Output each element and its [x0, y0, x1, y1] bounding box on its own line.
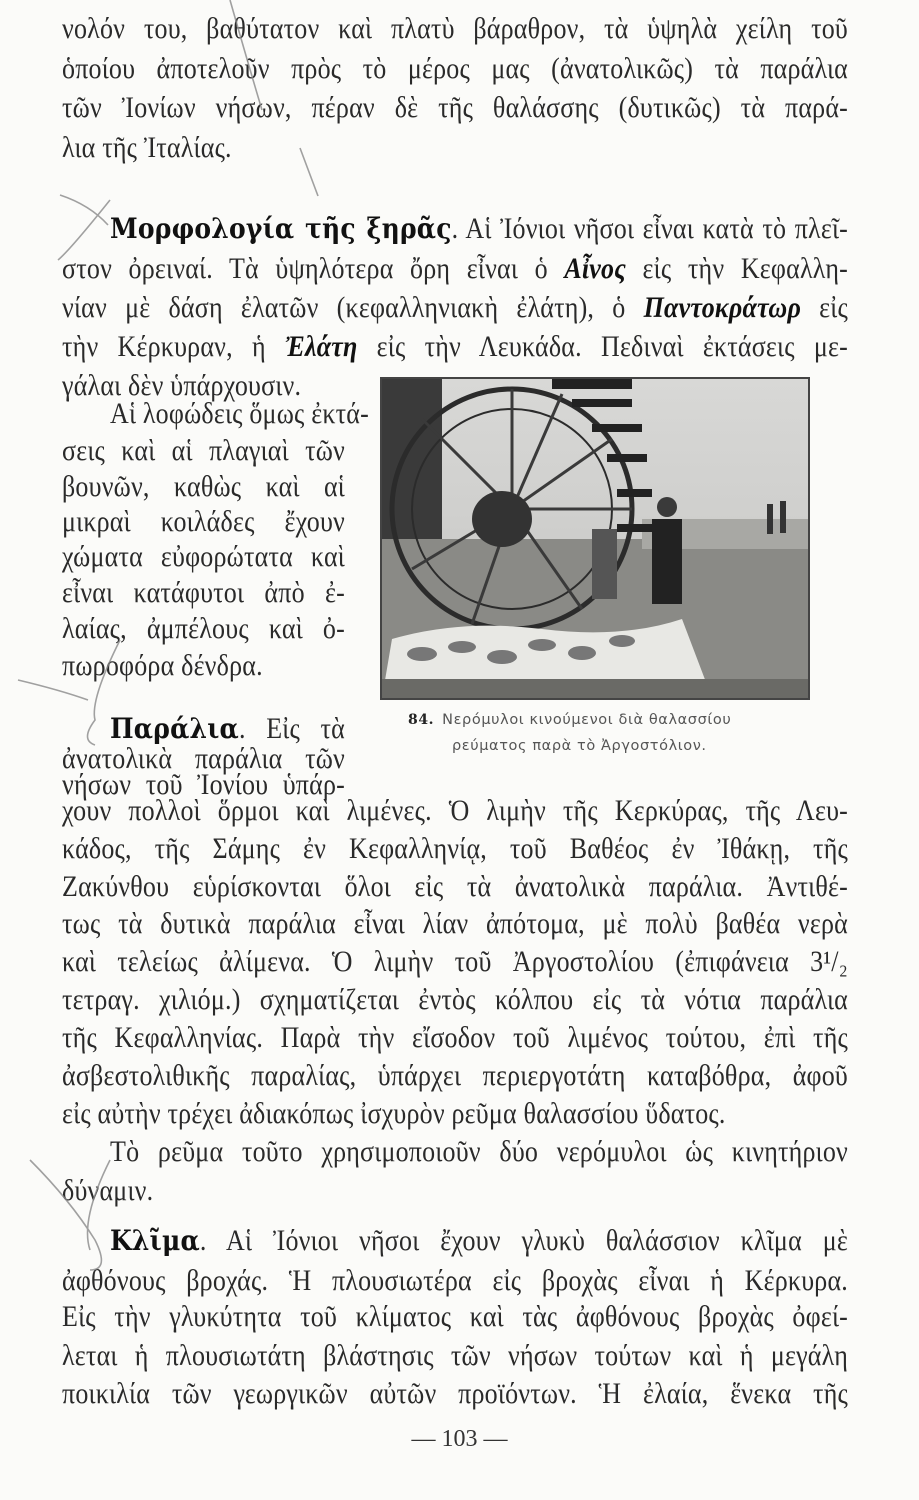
text-line: [62, 1097, 848, 1131]
text-segment: γάλαι δὲν ὑπάρχουσιν.: [62, 369, 302, 402]
text-line: [62, 52, 848, 86]
text-segment: εἰς: [801, 291, 848, 324]
caption-text: Νερόμυλοι κινούμενοι διὰ θαλασσίου: [442, 712, 732, 728]
text-segment: ἀσβεστολιθικῆς παραλίας, ὑπάρχει περιεργοτάτη καταβόθρα, ἀφοῦ: [62, 1059, 848, 1092]
text-line: [62, 212, 848, 246]
text-segment: λαίας, ἀμπέλους καὶ ὀ-: [62, 612, 345, 645]
text-line: [62, 649, 345, 683]
emphasized-term: Παντοκράτωρ: [643, 291, 802, 324]
text-line: [62, 252, 848, 286]
text-line: [62, 1300, 848, 1334]
text-segment: Τὸ ρεῦμα τοῦτο χρησιμοποιοῦν δύο νερόμυλοι ὡς κινητήριον: [110, 1135, 848, 1168]
text-segment: χώματα εὐφορώτατα καὶ: [62, 540, 345, 573]
text-line: [62, 131, 848, 165]
text-segment: τως τὰ δυτικὰ παράλια εἶναι λίαν ἀπότομα, μὲ πολὺ βαθέα νερὰ: [62, 907, 848, 940]
text-segment: Ζακύνθου εὑρίσκονται ὅλοι εἰς τὰ ἀνατολικὰ παράλια. Ἀντιθέ-: [62, 870, 848, 903]
text-segment: Εἰς τὴν γλυκύτητα τοῦ κλίματος καὶ τὰς ἀφθόνους βροχὰς ὀφεί-: [62, 1300, 848, 1333]
text-line: [62, 1377, 848, 1411]
text-line: [62, 540, 345, 574]
text-segment: . Εἰς τὰ: [238, 712, 345, 745]
text-line: [62, 1224, 848, 1258]
text-line: [62, 1135, 848, 1169]
text-segment: χουν πολλοὶ ὅρμοι καὶ λιμένες. Ὁ λιμὴν τῆς Κερκύρας, τῆς Λευ-: [62, 794, 848, 827]
text-line: [62, 1264, 848, 1298]
figure-number: 84.: [408, 712, 435, 728]
text-line: [62, 983, 848, 1017]
text-segment: τῶν Ἰονίων νήσων, πέραν δὲ τῆς θαλάσσης (δυτικῶς) τὰ παρά-: [62, 91, 848, 124]
text-segment: Αἱ λοφώδεις ὅμως ἐκτά-: [110, 397, 369, 430]
text-segment: σεις καὶ αἱ πλαγιαὶ τῶν: [62, 434, 345, 467]
text-segment: ἀνατολικὰ παράλια τῶν: [62, 742, 345, 775]
text-line: [62, 832, 848, 866]
text-segment: εἰς αὐτὴν τρέχει ἀδιακόπως ἰσχυρὸν ρεῦμα θαλασσίου ὕδατος.: [62, 1097, 726, 1130]
text-line: [62, 505, 345, 539]
text-line: [62, 576, 345, 610]
text-segment: νήσων τοῦ Ἰονίου ὑπάρ-: [62, 768, 345, 801]
section-heading: Παράλια: [110, 712, 239, 745]
text-segment: βουνῶν, καθὼς καὶ αἱ: [62, 470, 345, 503]
text-line: [62, 907, 848, 941]
text-segment: νίαν μὲ δάση ἐλατῶν (κεφαλληνιακὴ ἐλάτη), ὁ: [62, 291, 644, 324]
text-segment: μικραὶ κοιλάδες ἔχουν: [62, 505, 345, 538]
text-line: [62, 330, 848, 364]
text-segment: εἰς τὴν Λευκάδα. Πεδιναὶ ἐκτάσεις με-: [357, 330, 848, 363]
emphasized-term: Ἐλάτη: [284, 330, 358, 363]
figure-caption-line-1: [408, 712, 731, 728]
text-line: [62, 1021, 848, 1055]
text-segment: ὁποίου ἀποτελοῦν πρὸς τὸ μέρος μας (ἀνατολικῶς) τὰ παράλια: [62, 52, 848, 85]
text-segment: . Αἱ Ἰόνιοι νῆσοι ἔχουν γλυκὺ θαλάσσιον κλῖμα μὲ: [199, 1224, 848, 1257]
text-segment: τὴν Κέρκυραν, ἡ: [62, 330, 285, 363]
text-segment: στον ὀρειναί. Τὰ ὑψηλότερα ὄρη εἶναι ὁ: [62, 252, 565, 285]
page-number: — 103 —: [411, 1426, 508, 1452]
text-line: [62, 1339, 848, 1373]
text-line: [62, 434, 345, 468]
text-line: [62, 291, 848, 325]
text-line: [62, 470, 345, 504]
text-segment: ἀφθόνους βροχάς. Ἡ πλουσιωτέρα εἰς βροχὰς εἶναι ἡ Κέρκυρα.: [62, 1264, 848, 1297]
figure-caption-line-2: ρεύματος παρὰ τὸ Ἀργοστόλιον.: [452, 738, 707, 754]
text-segment: εἰς τὴν Κεφαλλη-: [626, 252, 848, 285]
text-segment: τετραγ. χιλιόμ.) σχηματίζεται ἐντὸς κόλπου εἰς τὰ νότια παράλια: [62, 983, 848, 1016]
text-segment: ποικιλία τῶν γεωργικῶν αὐτῶν προϊόντων. Ἡ ἐλαία, ἕνεκα τῆς: [62, 1377, 848, 1410]
text-segment: . Αἱ Ἰόνιοι νῆσοι εἶναι κατὰ τὸ πλεῖ-: [451, 212, 848, 245]
text-segment: τῆς Κεφαλληνίας. Παρὰ τὴν εἴσοδον τοῦ λιμένος τούτου, ἐπὶ τῆς: [62, 1021, 848, 1054]
text-line: [62, 712, 345, 746]
text-segment: νολόν του, βαθύτατον καὶ πλατὺ βάραθρον, τὰ ὑψηλὰ χείλη τοῦ: [62, 12, 848, 45]
text-segment: λεται ἡ πλουσιωτάτη βλάστησις τῶν νήσων τούτων καὶ ἡ μεγάλη: [62, 1339, 848, 1372]
text-segment: δύναμιν.: [62, 1174, 154, 1207]
text-line: [62, 1174, 848, 1208]
text-line: [62, 612, 345, 646]
text-segment: λια τῆς Ἰταλίας.: [62, 131, 232, 164]
text-segment: πωροφόρα δένδρα.: [62, 649, 263, 682]
section-heading: Μορφολογία τῆς ξηρᾶς: [110, 212, 452, 245]
text-segment: κάδος, τῆς Σάμης ἐν Κεφαλληνίᾳ, τοῦ Βαθέος ἐν Ἰθάκῃ, τῆς: [62, 832, 848, 865]
text-line: [62, 945, 848, 979]
text-line: [62, 870, 848, 904]
text-line: [62, 397, 369, 431]
text-line: [62, 12, 848, 46]
text-line: [62, 794, 848, 828]
emphasized-term: Αἶνος: [564, 252, 627, 285]
text-segment: καὶ τελείως ἀλίμενα. Ὁ λιμὴν τοῦ Ἀργοστολίου (ἐπιφάνεια 3¹/₂: [62, 945, 848, 978]
figure-photo-watermills: [380, 377, 810, 700]
text-segment: εἶναι κατάφυτοι ἀπὸ ἐ-: [62, 576, 345, 609]
text-line: [62, 91, 848, 125]
text-line: [62, 1059, 848, 1093]
watermill-photo-illustration: [382, 379, 808, 698]
section-heading: Κλῖμα: [110, 1224, 200, 1257]
